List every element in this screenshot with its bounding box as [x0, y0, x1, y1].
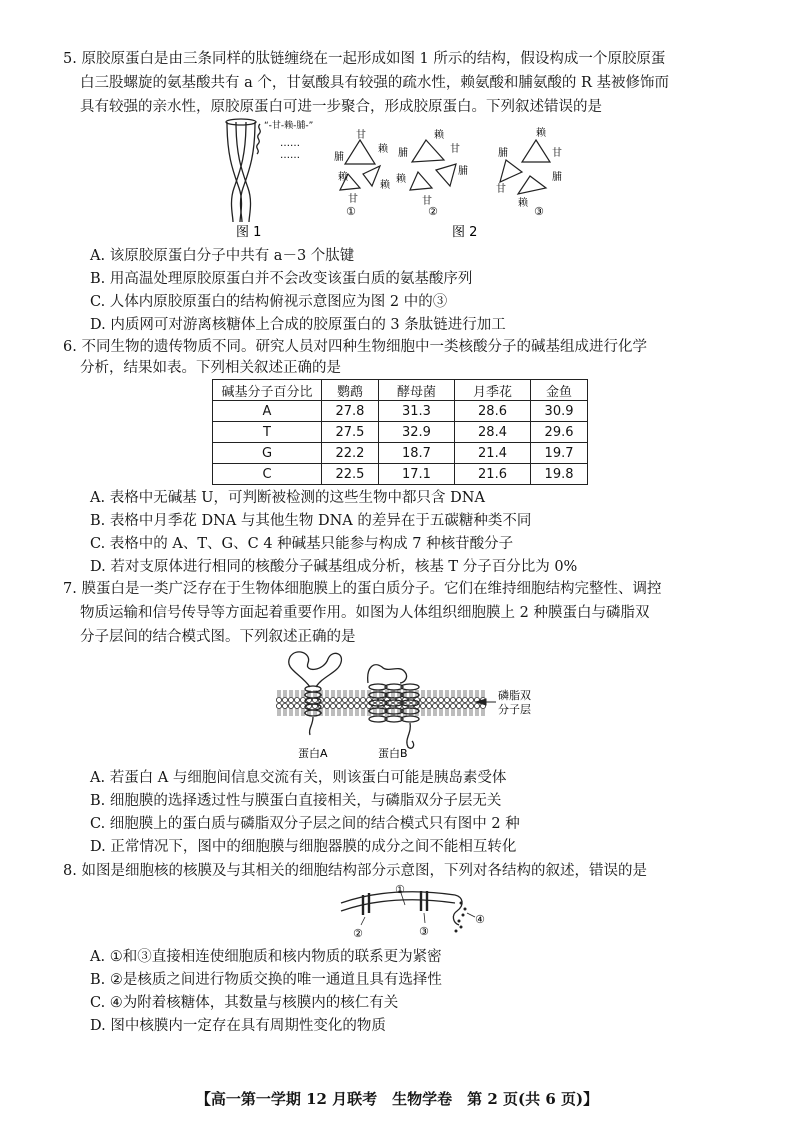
page-footer: 【高一第一学期 12 月联考 生物学卷 第 2 页(共 6 页)】: [195, 1090, 599, 1108]
q5-stem-line-2: 白三股螺旋的氨基酸共有 a 个，甘氨酸具有较强的疏水性，赖氨酸和脯氨酸的 R 基被修饰而: [80, 75, 669, 91]
q5-figures: [200, 116, 580, 244]
triple-helix-diagram: [226, 119, 260, 222]
q5-stem-line-3: 具有较强的亲水性，原胶原蛋白可进一步聚合，形成胶原蛋白。下列叙述错误的是: [80, 99, 602, 115]
structure-label-1: ①: [395, 883, 405, 896]
table-cell: 29.6: [531, 422, 588, 443]
fig2-3-pro: 脯: [498, 148, 508, 159]
fig2-1-lys-3: 赖: [338, 172, 348, 183]
table-cell: G: [213, 443, 322, 464]
fig2-num-1: ①: [346, 205, 356, 218]
table-cell: 28.6: [454, 401, 530, 422]
q8-option-a[interactable]: A. ①和③直接相连使细胞质和核内物质的联系更为紧密: [90, 949, 442, 965]
table-cell: 22.2: [322, 443, 379, 464]
table-cell: 21.6: [454, 464, 530, 485]
q5-option-d[interactable]: D. 内质网可对游离核糖体上合成的胶原蛋白的 3 条肽链进行加工: [90, 317, 506, 333]
fig2-3-lys: 赖: [536, 128, 546, 139]
fig2-num-3: ③: [534, 205, 544, 218]
q7-option-a[interactable]: A. 若蛋白 A 与细胞间信息交流有关，则该蛋白可能是胰岛素受体: [90, 770, 507, 786]
table-row: [213, 422, 588, 443]
fig1-sequence: “-甘-赖-脯-”: [264, 121, 314, 131]
fig2-2-lys-2: 赖: [396, 174, 406, 185]
q8-option-c[interactable]: C. ④为附着核糖体，其数量与核膜内的核仁有关: [90, 995, 399, 1011]
table-cell: 27.8: [322, 401, 379, 422]
table-cell: 28.4: [454, 422, 530, 443]
fig1-caption: 图 1: [236, 225, 262, 240]
q8-option-d[interactable]: D. 图中核膜内一定存在具有周期性变化的物质: [90, 1018, 386, 1034]
table-cell: A: [213, 401, 322, 422]
table-cell: C: [213, 464, 322, 485]
table-cell: 19.8: [531, 464, 588, 485]
q6-option-b[interactable]: B. 表格中月季花 DNA 与其他生物 DNA 的差异在于五碳糖种类不同: [90, 513, 532, 529]
q7-stem-line-3: 分子层间的结合模式图。下列叙述正确的是: [80, 629, 356, 645]
structure-label-3: ③: [419, 925, 429, 938]
q8-option-b[interactable]: B. ②是核质之间进行物质交换的唯一通道且具有选择性: [90, 972, 442, 988]
q6-option-d[interactable]: D. 若对支原体进行相同的核酸分子碱基组成分析，核基 T 分子百分比为 0%: [90, 559, 578, 575]
membrane-protein-diagram: [270, 643, 570, 765]
base-composition-table: [212, 379, 588, 485]
fig2-1-gly-2: 甘: [348, 194, 358, 205]
table-cell: 21.4: [454, 443, 530, 464]
protein-a-label: 蛋白A: [298, 747, 328, 760]
q7-option-c[interactable]: C. 细胞膜上的蛋白质与磷脂双分子层之间的结合模式只有图中 2 种: [90, 816, 520, 832]
fig2-1-gly: 甘: [356, 130, 366, 141]
table-cell: T: [213, 422, 322, 443]
structure-label-4: ④: [475, 913, 485, 926]
q6-stem-line-1: 6. 不同生物的遗传物质不同。研究人员对四种生物细胞中一类核酸分子的碱基组成进行化学: [63, 339, 647, 355]
q5-stem-line-1: 5. 原胶原蛋白是由三条同样的肽链缠绕在一起形成如图 1 所示的结构，假设构成一个原胶原蛋: [63, 51, 666, 67]
q6-option-a[interactable]: A. 表格中无碱基 U，可判断被检测的这些生物中都只含 DNA: [90, 490, 485, 506]
attached-ribosomes: [455, 902, 467, 933]
table-cell: 22.5: [322, 464, 379, 485]
table-header-cell: 金鱼: [531, 380, 588, 401]
fig2-3-gly: 甘: [552, 148, 562, 159]
nuclear-envelope-diagram: [335, 883, 495, 939]
q6-option-c[interactable]: C. 表格中的 A、T、G、C 4 种碱基只能参与构成 7 种核苷酸分子: [90, 536, 514, 552]
bilayer-label: 磷脂双: [498, 689, 531, 702]
fig2-1-lys-2: 赖: [380, 180, 390, 191]
fig2-3-lys-2: 赖: [518, 198, 528, 209]
q8-stem-line-1: 8. 如图是细胞核的核膜及与其相关的细胞结构部分示意图，下列对各结构的叙述，错误的是: [63, 863, 647, 879]
fig2-2-pro: 脯: [398, 148, 408, 159]
q7-option-d[interactable]: D. 正常情况下，图中的细胞膜与细胞器膜的成分之间不能相互转化: [90, 839, 517, 855]
fig2-3-pro-2: 脯: [552, 172, 562, 183]
table-header-cell: 碱基分子百分比: [213, 380, 322, 401]
q5-option-a[interactable]: A. 该原胶原蛋白分子中共有 a－3 个肽键: [90, 248, 355, 264]
q7-stem-line-1: 7. 膜蛋白是一类广泛存在于生物体细胞膜上的蛋白质分子。它们在维持细胞结构完整性、调控: [63, 581, 662, 597]
table-header-cell: 酵母菌: [378, 380, 454, 401]
fig2-1-lys: 赖: [378, 144, 388, 155]
q5-option-c[interactable]: C. 人体内原胶原蛋白的结构俯视示意图应为图 2 中的③: [90, 294, 448, 310]
table-header-row: [213, 380, 588, 401]
q6-stem-line-2: 分析，结果如表。下列相关叙述正确的是: [80, 360, 341, 376]
table-cell: 17.1: [378, 464, 454, 485]
table-cell: 18.7: [378, 443, 454, 464]
fig1-dots: ……: [280, 138, 300, 149]
fig1-dots: ……: [280, 150, 300, 161]
bilayer-label: 分子层: [498, 703, 531, 716]
table-header-cell: 鹦鹉: [322, 380, 379, 401]
table-cell: 27.5: [322, 422, 379, 443]
fig2-2-gly: 甘: [450, 144, 460, 155]
table-cell: 30.9: [531, 401, 588, 422]
fig2-1-pro: 脯: [334, 152, 344, 163]
structure-label-2: ②: [353, 927, 363, 939]
q5-option-b[interactable]: B. 用高温处理原胶原蛋白并不会改变该蛋白质的氨基酸序列: [90, 271, 473, 287]
table-header-cell: 月季花: [454, 380, 530, 401]
fig2-2-gly-2: 甘: [422, 196, 432, 207]
protein-b-label: 蛋白B: [378, 747, 408, 760]
fig2-2-lys: 赖: [434, 130, 444, 141]
fig2-2-pro-2: 脯: [458, 166, 468, 177]
fig2-caption: 图 2: [452, 225, 478, 240]
fig2-3-gly-2: 甘: [496, 184, 506, 195]
table-row: [213, 464, 588, 485]
table-cell: 19.7: [531, 443, 588, 464]
nuclear-membrane: [341, 892, 462, 925]
table-row: [213, 443, 588, 464]
protein-b-shape: [368, 665, 419, 749]
q7-option-b[interactable]: B. 细胞膜的选择透过性与膜蛋白直接相关，与磷脂双分子层无关: [90, 793, 502, 809]
q7-stem-line-2: 物质运输和信号传导等方面起着重要作用。如图为人体组织细胞膜上 2 种膜蛋白与磷脂双: [80, 605, 650, 621]
fig2-num-2: ②: [428, 205, 438, 218]
table-cell: 32.9: [378, 422, 454, 443]
table-row: [213, 401, 588, 422]
table-cell: 31.3: [378, 401, 454, 422]
